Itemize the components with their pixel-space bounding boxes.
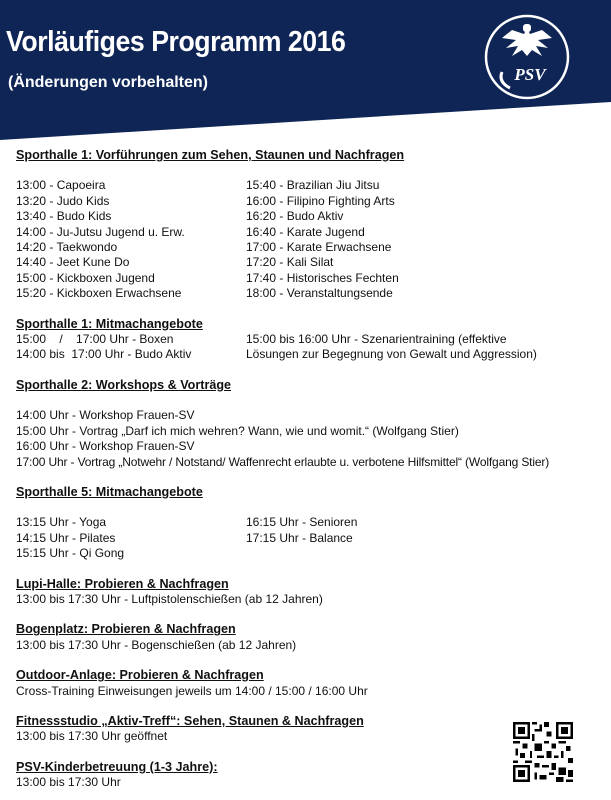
schedule-item: 13:00 bis 17:30 Uhr - Bogenschießen (ab 12 Jahren) <box>16 637 297 652</box>
schedule-item: Lösungen zur Begegnung von Gewalt und Aggression) <box>246 347 537 362</box>
schedule-left-column <box>16 515 246 561</box>
schedule-item: 16:20 - Budo Aktiv <box>246 209 344 224</box>
schedule-item: 17:00 Uhr - Vortrag „Notwehr / Notstand/ Waffenrecht erlaubte u. verbotene Hilfsmittel“ (Wolfgang Stier) <box>16 454 550 469</box>
schedule-item: 15:00 Uhr - Vortrag „Darf ich mich wehren? Wann, wie und womit.“ (Wolfgang Stier) <box>16 423 459 438</box>
schedule-item: 14:20 - Taekwondo <box>16 240 118 255</box>
section-title-sporthalle1-vorfuehrungen: Sporthalle 1: Vorführungen zum Sehen, Staunen und Nachfragen <box>16 148 405 162</box>
schedule-item: 18:00 - Veranstaltungsende <box>246 286 393 301</box>
schedule-item: 13:00 bis 17:30 Uhr - Luftpistolenschießen (ab 12 Jahren) <box>16 591 323 606</box>
schedule-grid <box>16 515 606 561</box>
schedule-item: 13:40 - Budo Kids <box>16 209 112 224</box>
section-title-sporthalle2: Sporthalle 2: Workshops & Vorträge <box>16 377 232 392</box>
schedule-item: 17:20 - Kali Silat <box>246 255 334 270</box>
schedule-item: 15:00 bis 16:00 Uhr - Szenarientraining (effektive <box>246 332 507 347</box>
schedule-right-column <box>246 515 357 561</box>
section-title-kinderbetreuung: PSV-Kinderbetreuung (1-3 Jahre): <box>16 759 218 774</box>
schedule-item: 13:20 - Judo Kids <box>16 193 110 208</box>
program-content <box>16 148 606 791</box>
psv-eagle-logo <box>484 14 570 100</box>
schedule-item: 14:00 - Ju-Jutsu Jugend u. Erw. <box>16 224 185 239</box>
schedule-item: 15:00 - Kickboxen Jugend <box>16 270 155 285</box>
schedule-item: 16:00 - Filipino Fighting Arts <box>246 193 395 208</box>
schedule-grid <box>16 178 606 301</box>
schedule-item: 17:00 - Karate Erwachsene <box>246 240 392 255</box>
section-title-sporthalle1-mitmach: Sporthalle 1: Mitmachangebote <box>16 316 203 331</box>
schedule-item: 13:00 bis 17:30 Uhr <box>16 775 121 790</box>
schedule-item: 15:20 - Kickboxen Erwachsene <box>16 286 182 301</box>
header-banner <box>0 0 611 140</box>
section-title-outdoor: Outdoor-Anlage: Probieren & Nachfragen <box>16 668 264 683</box>
schedule-item: 13:00 - Capoeira <box>16 178 106 193</box>
schedule-item: 16:40 - Karate Jugend <box>246 224 365 239</box>
schedule-item: 15:15 Uhr - Qi Gong <box>16 546 125 561</box>
schedule-item: 15:00 / 17:00 Uhr - Boxen <box>16 332 174 347</box>
schedule-right-column <box>246 178 399 301</box>
section-title-lupi-halle: Lupi-Halle: Probieren & Nachfragen <box>16 576 229 591</box>
page-title: Vorläufiges Programm 2016 <box>6 26 346 58</box>
schedule-grid <box>16 332 606 363</box>
page-subtitle: (Änderungen vorbehalten) <box>8 74 209 91</box>
qr-code-icon[interactable] <box>513 722 573 782</box>
schedule-item: 14:15 Uhr - Pilates <box>16 530 116 545</box>
schedule-left-column <box>16 332 246 363</box>
schedule-item: 15:40 - Brazilian Jiu Jitsu <box>246 178 380 193</box>
schedule-item: 14:40 - Jeet Kune Do <box>16 255 130 270</box>
schedule-item: 14:00 bis 17:00 Uhr - Budo Aktiv <box>16 347 192 362</box>
logo-text: PSV <box>514 65 546 84</box>
schedule-item: 13:15 Uhr - Yoga <box>16 515 107 530</box>
schedule-left-column <box>16 178 246 301</box>
schedule-item: 16:15 Uhr - Senioren <box>246 515 358 530</box>
schedule-list <box>16 408 606 470</box>
schedule-item: Cross-Training Einweisungen jeweils um 14:00 / 15:00 / 16:00 Uhr <box>16 683 368 698</box>
section-title-bogenplatz: Bogenplatz: Probieren & Nachfragen <box>16 622 236 637</box>
section-title-fitnessstudio: Fitnessstudio „Aktiv-Treff“: Sehen, Staunen & Nachfragen <box>16 713 364 728</box>
schedule-item: 17:40 - Historisches Fechten <box>246 270 399 285</box>
schedule-item: 17:15 Uhr - Balance <box>246 530 353 545</box>
schedule-item: 16:00 Uhr - Workshop Frauen-SV <box>16 439 195 454</box>
section-title-sporthalle5: Sporthalle 5: Mitmachangebote <box>16 484 203 499</box>
schedule-right-column <box>246 332 537 363</box>
schedule-item: 13:00 bis 17:30 Uhr geöffnet <box>16 729 168 744</box>
schedule-item: 14:00 Uhr - Workshop Frauen-SV <box>16 408 195 423</box>
